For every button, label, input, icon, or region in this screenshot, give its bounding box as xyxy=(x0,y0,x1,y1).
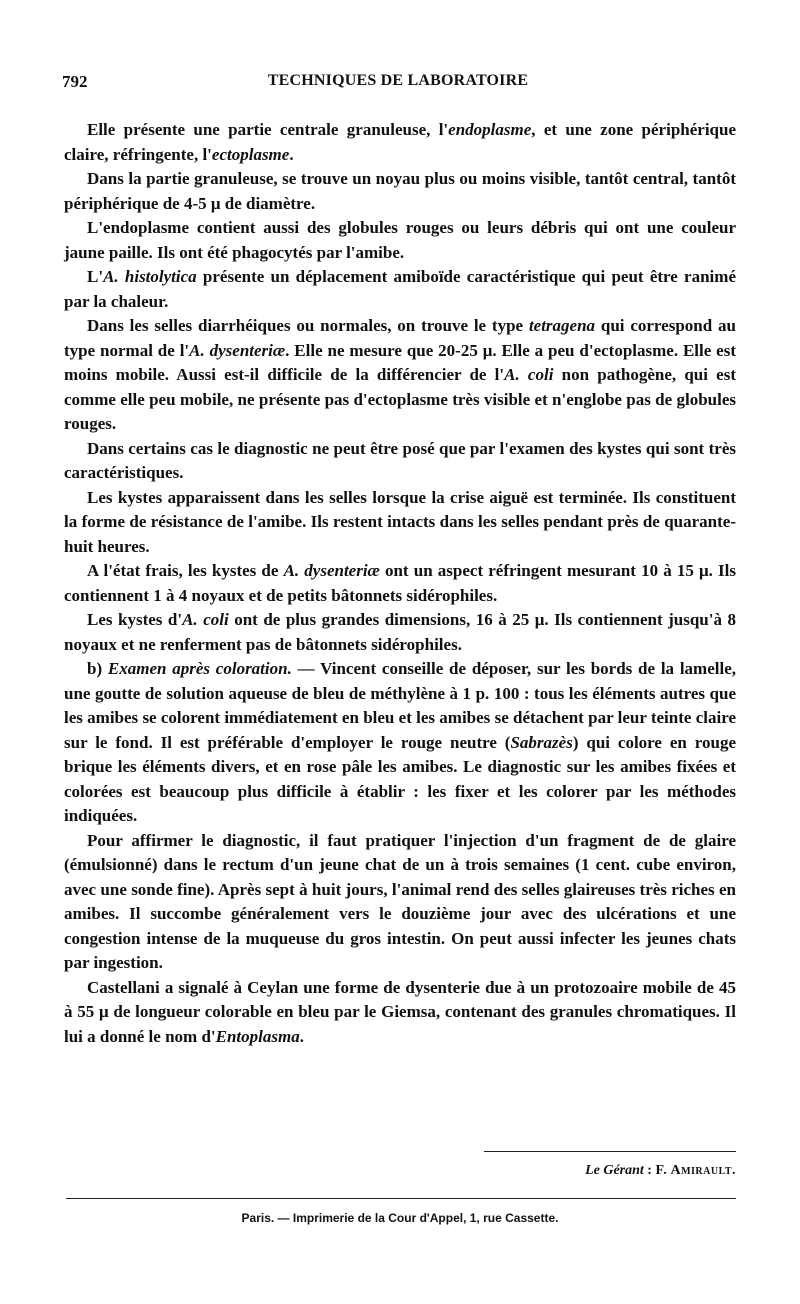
text-span: Les kystes d' xyxy=(87,610,183,629)
footer-divider xyxy=(66,1198,736,1199)
signature-name: F. Amirault. xyxy=(655,1163,736,1178)
section-heading: Examen après coloration. xyxy=(107,659,292,678)
text-span: — Vincent conseille de déposer, sur les bords de la lamelle, une goutte de solution aqueuse de bleu de méthylène à 1 p. 100 : tous les éléments autres que les amibes se colorent immédiatement en bleu et les amibes se détachent par leur teinte claire sur le fond. Il est préférable d'employer le rouge neutre ( xyxy=(64,659,737,752)
italic-term: Entoplasma xyxy=(215,1026,300,1046)
text-span: Castellani a signalé à Ceylan une forme de dysenterie due à un protozoaire mobile de 45 à 55 μ de longueur colorable en bleu par le Giemsa, contenant des granules chromatiques. Il lui a donné le nom d' xyxy=(64,977,736,1046)
text-span: ont un aspect réfringent mesurant 10 à 15 μ. Ils contiennent 1 à 4 noyaux et de petits bâtonnets sidérophiles. xyxy=(64,561,736,605)
signature-line xyxy=(585,1163,736,1179)
text-span: . Elle ne mesure que 20-25 μ. Elle a peu d'ectoplasme. Elle est moins mobile. Aussi est-il difficile de la différencier de l' xyxy=(64,340,736,384)
paragraph xyxy=(64,265,736,314)
paragraph: L'endoplasme contient aussi des globules rouges ou leurs débris qui ont une couleur jaune paille. Ils ont été phagocytés par l'amibe. xyxy=(64,218,736,262)
text-span: , et une zone périphérique claire, réfringente, l' xyxy=(64,120,737,164)
signature-divider xyxy=(484,1151,736,1152)
text-span: A l'état frais, les kystes de xyxy=(87,561,284,580)
running-title: TECHNIQUES DE LABORATOIRE xyxy=(267,72,529,89)
italic-term: ectoplasme xyxy=(211,144,290,164)
italic-term: A. dysenteriæ xyxy=(283,561,380,580)
paragraph: Les kystes apparaissent dans les selles lorsque la crise aiguë est terminée. Ils constituent la forme de résistance de l'amibe. Ils restent intacts dans les selles pendant près de quarante-huit heures. xyxy=(64,487,736,556)
text-span: L' xyxy=(87,267,104,286)
text-span: ) qui colore en rouge brique les éléments divers, et en rose pâle les amibes. Le diagnostic sur les amibes fixées et colorées est beaucoup plus difficile à établir : les fixer et les colorer par les méthodes indiquées. xyxy=(64,732,736,825)
page-number: 792 xyxy=(62,72,88,91)
italic-term: tetragena xyxy=(528,316,596,335)
printer-imprint: Paris. — Imprimerie de la Cour d'Appel, 1, rue Cassette. xyxy=(241,1211,559,1225)
paragraph: Dans certains cas le diagnostic ne peut être posé que par l'examen des kystes qui sont très caractéristiques. xyxy=(64,438,736,482)
text-span: ont de plus grandes dimensions, 16 à 25 μ. Ils contiennent jusqu'à 8 noyaux et ne renferment pas de bâtonnets sidérophiles. xyxy=(64,610,736,654)
body-text xyxy=(64,118,736,1049)
paragraph xyxy=(64,657,736,829)
paragraph: Pour affirmer le diagnostic, il faut pratiquer l'injection d'un fragment de de glaire (émulsionné) dans le rectum d'un jeune chat de un à trois semaines (1 cent. cube environ, avec une sonde fine). Après sept à huit jours, l'animal rend des selles glaireuses très riches en amibes. Il succombe généralement vers le douzième jour avec des ulcérations et une congestion intense de la muqueuse du gros intestin. On peut aussi infecter les jeunes chats par ingestion. xyxy=(64,830,736,972)
text-span: non pathogène, qui est comme elle peu mobile, ne présente pas d'ectoplasme très visible et n'englobe pas de globules rouges. xyxy=(64,365,736,433)
signature-label: Le Gérant xyxy=(585,1163,644,1178)
paragraph xyxy=(64,608,736,657)
page-header xyxy=(62,72,734,96)
paragraph: Dans la partie granuleuse, se trouve un noyau plus ou moins visible, tantôt central, tantôt périphérique de 4-5 μ de diamètre. xyxy=(64,169,736,213)
text-span: Dans les selles diarrhéiques ou normales, on trouve le type xyxy=(87,316,529,335)
paragraph xyxy=(64,976,736,1050)
text-span: . xyxy=(299,1026,304,1046)
italic-term: A. dysenteriæ xyxy=(189,340,286,360)
signature-separator: : xyxy=(643,1163,656,1178)
italic-term: A. coli xyxy=(182,610,229,629)
paragraph xyxy=(64,314,736,437)
text-span: présente un déplacement amiboïde caractéristique qui peut être ranimé par la chaleur. xyxy=(64,267,736,311)
text-span: qui correspond au type normal de l' xyxy=(64,316,736,360)
italic-term: Sabrazès xyxy=(510,732,573,752)
italic-term: A. histolytica xyxy=(103,267,197,286)
paragraph xyxy=(64,118,736,167)
text-span: Elle présente une partie centrale granuleuse, l' xyxy=(87,120,449,139)
italic-term: endoplasme xyxy=(448,120,532,139)
paragraph xyxy=(64,559,736,608)
italic-term: A. coli xyxy=(504,365,554,384)
text-span: . xyxy=(289,144,294,164)
text-span: b) xyxy=(87,659,108,678)
